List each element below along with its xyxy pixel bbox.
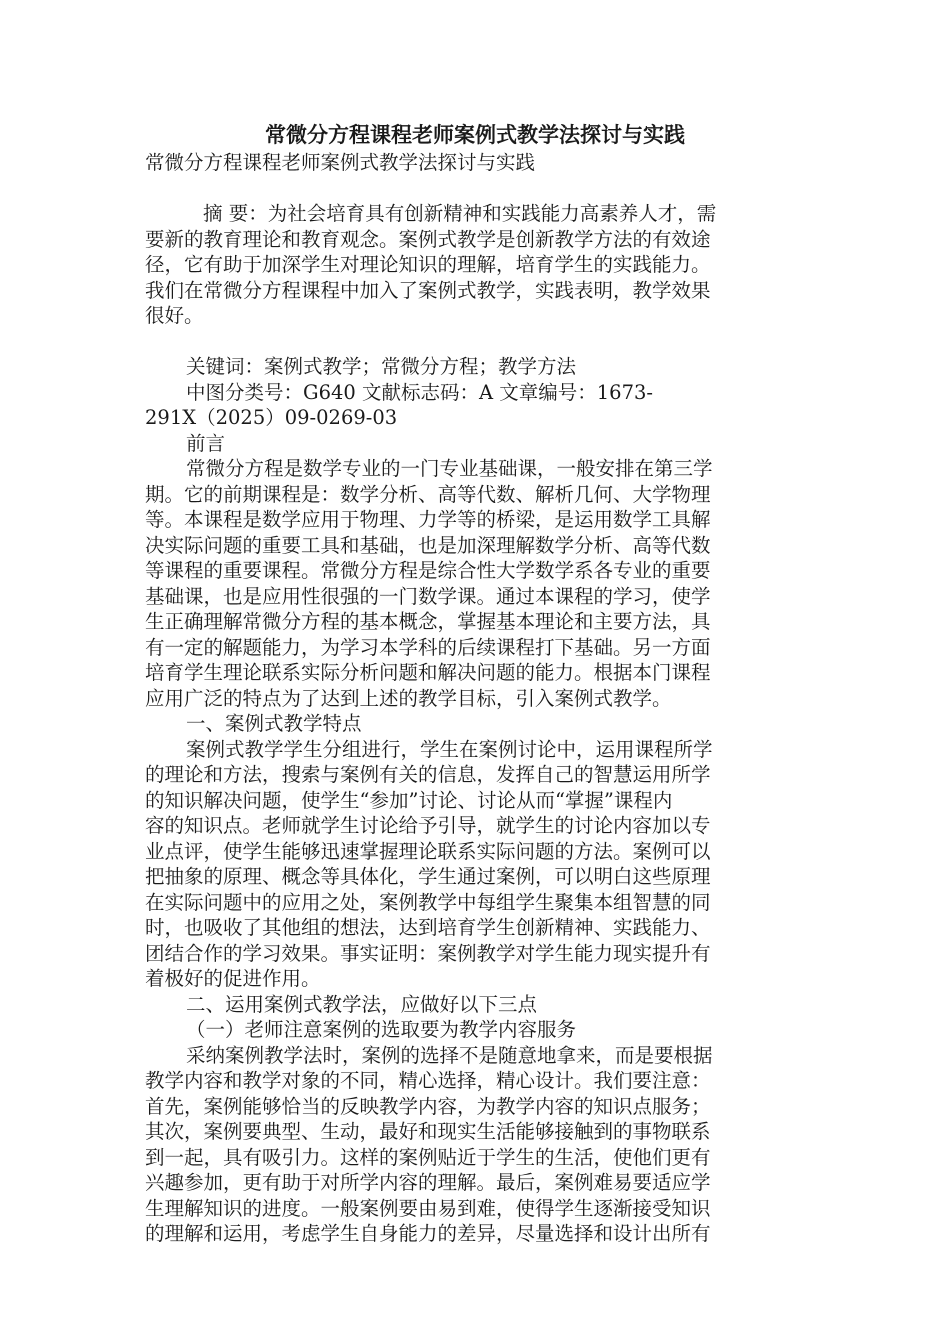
classification-line: 中图分类号：G640 文献标志码：A 文章编号：1673- (186, 380, 653, 404)
preface-heading: 前言 (186, 431, 226, 455)
section-heading: 二、运用案例式教学法，应做好以下三点 (186, 992, 538, 1016)
document-subtitle: 常微分方程课程老师案例式教学法探讨与实践 (145, 151, 536, 174)
document-body (145, 150, 795, 1247)
blank-line (145, 329, 795, 355)
paragraph-line: 的理解和运用，考虑学生自身能力的差异，尽量选择和设计出所有 (145, 1222, 711, 1245)
paragraph-line: 其次，案例要典型、生动，最好和现实生活能够接触到的事物联系 (145, 1120, 711, 1143)
abstract-line: 我们在常微分方程课程中加入了案例式教学，实践表明，教学效果 (145, 278, 711, 302)
paragraph-line: 在实际问题中的应用之处，案例教学中每组学生聚集本组智慧的同 (145, 890, 711, 914)
abstract-line: 很好。 (145, 304, 204, 327)
paragraph-line: 把抽象的原理、概念等具体化，学生通过案例，可以明白这些原理 (145, 865, 711, 888)
section1-paragraph (145, 737, 795, 992)
paragraph-line: 教学内容和教学对象的不同，精心选择，精心设计。我们要注意： (145, 1069, 711, 1092)
blank-line (145, 176, 795, 202)
paragraph-line: 案例式教学学生分组进行，学生在案例讨论中，运用课程所学 (186, 737, 713, 761)
paragraph-line: 的知识解决问题，使学生“参加”讨论、讨论从而“掌握”课程内 (145, 788, 673, 812)
paragraph-line: 基础课，也是应用性很强的一门数学课。通过本课程的学习，使学 (145, 584, 711, 608)
paragraph-line: 等课程的重要课程。常微分方程是综合性大学数学系各专业的重要 (145, 559, 711, 582)
paragraph-line: 时，也吸收了其他组的想法，达到培育学生创新精神、实践能力、 (145, 916, 711, 939)
section2-paragraph (145, 1043, 795, 1247)
paragraph-line: 有一定的解题能力，为学习本学科的后续课程打下基础。另一方面 (145, 635, 711, 659)
paragraph-line: 首先，案例能够恰当的反映教学内容，为教学内容的知识点服务； (145, 1094, 711, 1118)
paragraph-line: 兴趣参加，更有助于对所学内容的理解。最后，案例难易要适应学 (145, 1171, 711, 1194)
paragraph-line: 等。本课程是数学应用于物理、力学等的桥梁，是运用数学工具解 (145, 508, 711, 531)
paragraph-line: 生理解知识的进度。一般案例要由易到难，使得学生逐渐接受知识 (145, 1196, 711, 1220)
abstract (145, 201, 795, 329)
paragraph-line: 业点评，使学生能够迅速掌握理论联系实际问题的方法。案例可以 (145, 839, 711, 863)
keywords: 关键词：案例式教学；常微分方程；教学方法 (186, 355, 577, 378)
paragraph-line: 应用广泛的特点为了达到上述的教学目标，引入案例式教学。 (145, 686, 672, 710)
paragraph-line: 采纳案例教学法时，案例的选择不是随意地拿来，而是要根据 (186, 1043, 713, 1067)
paragraph-line: 决实际问题的重要工具和基础，也是加深理解数学分析、高等代数 (145, 533, 711, 557)
paragraph-line: 到一起，具有吸引力。这样的案例贴近于学生的生活，使他们更有 (145, 1145, 711, 1169)
abstract-line: 要新的教育理论和教育观念。案例式教学是创新教学方法的有效途 (145, 227, 711, 251)
preface-paragraph (145, 456, 795, 711)
paragraph-line: 培育学生理论联系实际分析问题和解决问题的能力。根据本门课程 (145, 661, 711, 684)
paragraph-line: 着极好的促进作用。 (145, 967, 321, 990)
paragraph-line: 容的知识点。老师就学生讨论给予引导，就学生的讨论内容加以专 (145, 814, 711, 837)
abstract-line: 摘 要：为社会培育具有创新精神和实践能力高素养人才，需 (203, 202, 717, 225)
document-title: 常微分方程课程老师案例式教学法探讨与实践 (265, 122, 685, 147)
paragraph-line: 期。它的前期课程是：数学分析、高等代数、解析几何、大学物理 (145, 482, 711, 506)
paragraph-line: 生正确理解常微分方程的基本概念，掌握基本理论和主要方法，具 (145, 610, 711, 633)
abstract-line: 径，它有助于加深学生对理论知识的理解，培育学生的实践能力。 (145, 253, 711, 276)
classification-line: 291X（2025）09-0269-03 (145, 406, 398, 429)
subsection-heading: （一）老师注意案例的选取要为教学内容服务 (186, 1018, 577, 1041)
section-heading: 一、案例式教学特点 (186, 712, 362, 735)
paragraph-line: 团结合作的学习效果。事实证明：案例教学对学生能力现实提升有 (145, 941, 711, 965)
paragraph-line: 的理论和方法，搜索与案例有关的信息，发挥自己的智慧运用所学 (145, 763, 711, 786)
paragraph-line: 常微分方程是数学专业的一门专业基础课，一般安排在第三学 (186, 457, 713, 480)
